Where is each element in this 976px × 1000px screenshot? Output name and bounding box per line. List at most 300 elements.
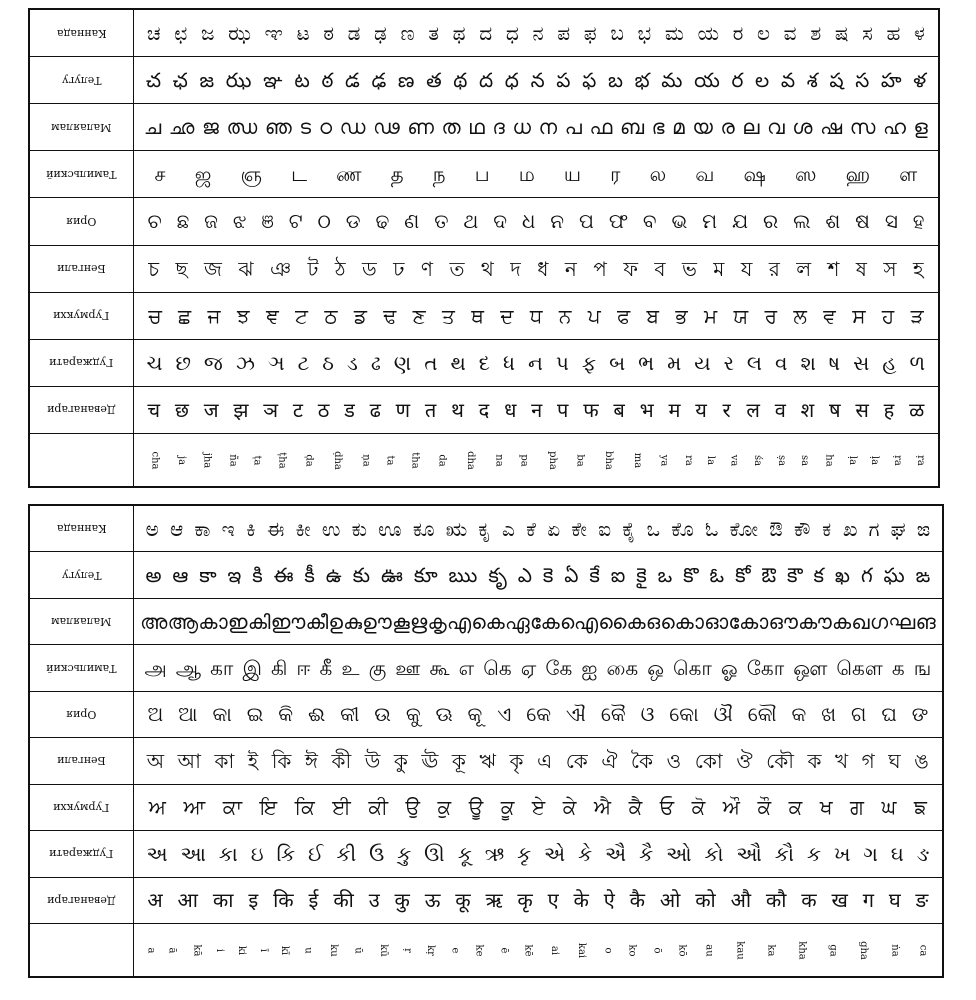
- glyph-cell: ର: [763, 209, 779, 234]
- glyph-cell: ত: [449, 256, 465, 281]
- script-label-text: Ория: [66, 214, 97, 228]
- glyph-cell: ળ: [909, 350, 926, 375]
- glyph-cell: ಕೇ: [571, 516, 587, 541]
- glyph-cell: ਨ: [558, 303, 572, 328]
- row-cells: [134, 738, 942, 783]
- glyph-cell: વ: [775, 350, 788, 375]
- glyph-cell: କୀ: [340, 702, 360, 727]
- glyph-cell: ఈ: [273, 563, 294, 588]
- transliteration-cell: sa: [799, 454, 811, 466]
- glyph-cell: ଟ: [288, 209, 303, 234]
- glyph-cell: థ: [453, 68, 468, 93]
- glyph-cell: ആ: [167, 609, 199, 634]
- glyph-cell: ಕೋ: [729, 516, 758, 541]
- glyph-cell: ಹ: [886, 21, 901, 46]
- glyph-cell: കേ: [529, 609, 560, 634]
- glyph-cell: കോ: [728, 609, 769, 634]
- glyph-cell: ల: [754, 68, 770, 93]
- glyph-cell: ঞ: [269, 256, 292, 281]
- glyph-cell: ಕಿ: [246, 516, 256, 541]
- glyph-cell: ઋ: [484, 841, 505, 866]
- glyph-cell: ਗ: [850, 795, 864, 820]
- glyph-cell: ঢ: [393, 256, 405, 281]
- script-row: [30, 10, 938, 57]
- glyph-cell: ਓ: [659, 795, 675, 820]
- transliteration-cell: va: [728, 454, 740, 466]
- transliteration-cell: e: [449, 947, 461, 953]
- glyph-cell: ଷ: [855, 209, 870, 234]
- glyph-cell: থ: [480, 256, 494, 281]
- glyph-cell: కె: [542, 563, 554, 588]
- glyph-cell: യ: [692, 115, 713, 140]
- glyph-cell: அ: [144, 656, 167, 681]
- transliteration-cell: ē: [498, 947, 510, 953]
- glyph-cell: ड: [344, 397, 355, 422]
- glyph-cell: ಋ: [445, 516, 468, 541]
- glyph-cell: ஐ: [581, 656, 598, 681]
- glyph-cell: କୁ: [405, 702, 421, 727]
- glyph-cell: ஓ: [720, 656, 738, 681]
- glyph-cell: સ: [853, 350, 870, 375]
- glyph-cell: ଘ: [881, 702, 897, 727]
- transliteration-cell: a: [145, 947, 157, 953]
- glyph-cell: ట: [294, 68, 310, 93]
- glyph-cell: ಊ: [378, 516, 402, 541]
- glyph-cell: ગ: [863, 841, 878, 866]
- glyph-cell: ಐ: [598, 516, 612, 541]
- glyph-cell: கு: [368, 656, 387, 681]
- glyph-cell: ਯ: [733, 303, 749, 328]
- glyph-cell: ન: [527, 350, 543, 375]
- glyph-cell: કૌ: [774, 841, 795, 866]
- glyph-cell: భ: [634, 68, 650, 93]
- script-label-text: Бенгали: [57, 262, 106, 276]
- glyph-cell: ഇ: [227, 609, 248, 634]
- glyph-cell: ஏ: [520, 656, 537, 681]
- glyph-cell: ఆ: [172, 563, 189, 588]
- glyph-cell: এ: [536, 748, 553, 773]
- glyph-cell: আ: [177, 748, 201, 773]
- glyph-cell: ഊ: [362, 609, 392, 634]
- glyph-cell: ఊ: [380, 563, 403, 588]
- transliteration-cell: ka: [765, 943, 777, 957]
- glyph-cell: କୋ: [669, 702, 699, 727]
- script-label-text: Телугу: [61, 73, 102, 87]
- glyph-cell: ঠ: [334, 256, 346, 281]
- transliteration-cell: ḷa: [847, 455, 859, 465]
- glyph-cell: ട: [299, 115, 312, 140]
- glyph-cell: ಅ: [145, 516, 159, 541]
- script-row: [30, 738, 942, 784]
- script-row: [30, 506, 942, 552]
- glyph-cell: ந: [432, 162, 446, 187]
- script-label-text: Деванагари: [47, 403, 116, 417]
- transliteration-cell: ṛ: [401, 947, 413, 953]
- glyph-cell: ઙ: [916, 841, 930, 866]
- script-label: [30, 246, 134, 292]
- transliteration-cell: ī: [257, 948, 269, 952]
- glyph-cell: ই: [247, 748, 259, 773]
- glyph-cell: श: [800, 397, 815, 422]
- glyph-cell: କୈ: [600, 702, 626, 727]
- transliteration-cell: kē: [522, 944, 534, 956]
- glyph-cell: খ: [835, 748, 849, 773]
- row-cells: [134, 506, 942, 551]
- glyph-cell: ਙ: [913, 795, 927, 820]
- glyph-cell: চ: [148, 256, 160, 281]
- script-row: [30, 57, 938, 104]
- glyph-cell: উ: [364, 748, 381, 773]
- glyph-cell: కి: [252, 563, 263, 588]
- glyph-cell: ਸ: [852, 303, 866, 328]
- glyph-cell: ଝ: [232, 209, 247, 234]
- glyph-cell: ಧ: [505, 21, 519, 46]
- transliteration-cell: ki: [236, 945, 248, 955]
- glyph-cell: கெ: [483, 656, 512, 681]
- glyph-cell: कै: [629, 888, 646, 913]
- glyph-cell: ఞ: [263, 68, 283, 93]
- script-row: [30, 198, 938, 245]
- glyph-cell: ഈ: [270, 609, 306, 634]
- glyph-cell: म: [668, 397, 681, 422]
- transliteration-cell: ṛa: [914, 454, 926, 466]
- glyph-cell: వ: [780, 68, 796, 93]
- glyph-cell: कृ: [517, 888, 533, 913]
- glyph-cell: கூ: [429, 656, 450, 681]
- script-label: [30, 878, 134, 923]
- glyph-cell: कौ: [765, 888, 787, 913]
- glyph-cell: ಔ: [769, 516, 783, 541]
- glyph-cell: ତ: [434, 209, 449, 234]
- glyph-cell: ভ: [681, 256, 697, 281]
- glyph-cell: ಯ: [697, 21, 720, 46]
- glyph-cell: ఉ: [325, 563, 342, 588]
- script-label-text: Каннада: [56, 522, 107, 536]
- glyph-cell: ଧ: [521, 209, 536, 234]
- glyph-cell: ଣ: [404, 209, 420, 234]
- glyph-cell: ਬ: [646, 303, 659, 328]
- glyph-cell: ફ: [581, 350, 597, 375]
- glyph-cell: ಕೀ: [295, 516, 311, 541]
- glyph-cell: கா: [210, 656, 234, 681]
- glyph-cell: కా: [199, 563, 217, 588]
- glyph-cell: ഘ: [888, 609, 916, 634]
- glyph-cell: ठ: [317, 397, 330, 422]
- glyph-cell: ढ: [369, 397, 381, 422]
- glyph-cell: கி: [270, 656, 288, 681]
- transliteration-cell: ca: [916, 944, 928, 956]
- glyph-cell: అ: [145, 563, 162, 588]
- glyph-cell: க: [891, 656, 905, 681]
- glyph-cell: ଢ: [375, 209, 390, 234]
- transliteration-cell: au: [703, 943, 715, 957]
- transliteration-cell: la: [705, 455, 717, 465]
- glyph-cell: ল: [796, 256, 812, 281]
- glyph-cell: ಙ: [916, 516, 931, 541]
- glyph-cell: ಚ: [146, 21, 161, 46]
- row-cells: [134, 552, 942, 597]
- glyph-cell: ಥ: [452, 21, 466, 46]
- glyph-cell: প: [593, 256, 607, 281]
- glyph-cell: ഢ: [373, 115, 400, 140]
- glyph-cell: ಒ: [646, 516, 661, 541]
- glyph-cell: ఏ: [564, 563, 579, 588]
- glyph-cell: ਡ: [353, 303, 367, 328]
- script-label-text: Ория: [66, 707, 97, 721]
- glyph-cell: സ: [849, 115, 876, 140]
- glyph-cell: क: [801, 888, 817, 913]
- glyph-cell: എ: [446, 609, 472, 634]
- glyph-cell: य: [695, 397, 707, 422]
- glyph-cell: న: [530, 68, 545, 93]
- glyph-cell: ಕ: [822, 516, 832, 541]
- row-cells: [134, 246, 938, 292]
- glyph-cell: ങ: [915, 609, 936, 634]
- glyph-cell: କୂ: [467, 702, 483, 727]
- script-row: [30, 692, 942, 738]
- glyph-cell: হ: [913, 256, 924, 281]
- glyph-cell: ଶ: [825, 209, 841, 234]
- glyph-cell: ਥ: [471, 303, 484, 328]
- glyph-cell: ઓ: [666, 841, 692, 866]
- glyph-cell: को: [695, 888, 716, 913]
- glyph-cell: ಝ: [228, 21, 251, 46]
- transliteration-row: [30, 434, 938, 486]
- glyph-cell: ੜ: [910, 303, 924, 328]
- glyph-cell: ह: [883, 397, 895, 422]
- glyph-cell: ఖ: [834, 563, 851, 588]
- glyph-cell: કે: [578, 841, 593, 866]
- glyph-cell: ਮ: [704, 303, 718, 328]
- glyph-cell: द: [478, 397, 490, 422]
- transliteration-cell: ga: [827, 943, 839, 957]
- script-label-text: Бенгали: [57, 754, 106, 768]
- glyph-cell: ಪ: [557, 21, 571, 46]
- row-cells: [134, 599, 942, 644]
- glyph-cell: কি: [271, 748, 292, 773]
- glyph-cell: ಶ: [810, 21, 822, 46]
- glyph-cell: কু: [393, 748, 408, 773]
- transliteration-cell: ṛa: [891, 454, 903, 466]
- glyph-cell: ਅ: [148, 795, 166, 820]
- glyph-cell: ಕೌ: [793, 516, 811, 541]
- glyph-cell: കി: [247, 609, 271, 634]
- glyph-cell: મ: [667, 350, 682, 375]
- glyph-cell: కే: [589, 563, 600, 588]
- glyph-cell: ઞ: [267, 350, 285, 375]
- glyph-cell: ও: [666, 748, 682, 773]
- glyph-cell: ഏ: [505, 609, 530, 634]
- transliteration-cell: ra: [682, 454, 694, 466]
- transliteration-cell: ja: [175, 455, 187, 465]
- glyph-cell: ব: [654, 256, 666, 281]
- script-label: [30, 785, 134, 830]
- glyph-cell: ര: [720, 115, 735, 140]
- glyph-cell: ଡ: [345, 209, 361, 234]
- glyph-cell: ప: [556, 68, 571, 93]
- glyph-cell: ई: [308, 888, 319, 913]
- glyph-cell: ଞ: [261, 209, 274, 234]
- glyph-cell: ষ: [855, 256, 867, 281]
- glyph-cell: ઉ: [369, 841, 385, 866]
- glyph-cell: ங: [913, 656, 932, 681]
- glyph-cell: ಓ: [705, 516, 719, 541]
- glyph-cell: ఎ: [517, 563, 532, 588]
- glyph-cell: ഝ: [226, 115, 258, 140]
- glyph-cell: अ: [147, 888, 163, 913]
- glyph-cell: ళ: [913, 68, 927, 93]
- glyph-cell: ബ: [619, 115, 644, 140]
- glyph-cell: কৌ: [766, 748, 794, 773]
- glyph-cell: കൊ: [660, 609, 704, 634]
- glyph-cell: ਘ: [881, 795, 897, 820]
- row-cells: [134, 10, 938, 56]
- glyph-cell: গ: [861, 748, 875, 773]
- glyph-cell: ઇ: [250, 841, 264, 866]
- glyph-cell: ம: [518, 162, 535, 187]
- glyph-cell: డ: [344, 68, 360, 93]
- glyph-cell: व: [774, 397, 786, 422]
- glyph-cell: ଭ: [671, 209, 688, 234]
- glyph-cell: ഫ: [589, 115, 613, 140]
- glyph-cell: फ: [583, 397, 599, 422]
- script-label-text: Малаялам: [51, 615, 112, 629]
- glyph-cell: ઐ: [605, 841, 627, 866]
- glyph-cell: ക: [832, 609, 852, 634]
- glyph-cell: घ: [888, 888, 901, 913]
- glyph-cell: ਕ: [788, 795, 803, 820]
- transliteration-cell: o: [602, 946, 614, 954]
- transliteration-cell: ā: [166, 947, 178, 953]
- glyph-cell: ஞ: [240, 162, 262, 187]
- glyph-cell: ય: [694, 350, 711, 375]
- transliteration-cell: pha: [546, 450, 558, 470]
- glyph-cell: കാ: [198, 609, 228, 634]
- glyph-cell: ঔ: [736, 748, 753, 773]
- glyph-cell: ଉ: [374, 702, 391, 727]
- script-label: [30, 552, 134, 597]
- glyph-cell: ଗ: [851, 702, 867, 727]
- glyph-cell: ಡ: [347, 21, 361, 46]
- glyph-cell: ಬ: [610, 21, 624, 46]
- glyph-cell: च: [147, 397, 161, 422]
- script-label-text: Тамильский: [46, 661, 117, 675]
- glyph-cell: ள: [899, 162, 918, 187]
- vowel-table: [28, 504, 944, 978]
- consonant-table: [28, 8, 940, 488]
- row-cells: [134, 785, 942, 830]
- glyph-cell: ഡ: [339, 115, 366, 140]
- glyph-cell: ಎ: [502, 516, 515, 541]
- glyph-cell: ଆ: [178, 702, 198, 727]
- glyph-cell: ఔ: [761, 563, 777, 588]
- glyph-cell: ਵ: [823, 303, 836, 328]
- transliteration-cell: ña: [227, 453, 239, 467]
- glyph-cell: ఝ: [225, 68, 252, 93]
- script-label: [30, 599, 134, 644]
- glyph-cell: કા: [218, 841, 238, 866]
- glyph-cell: కై: [636, 563, 647, 588]
- glyph-cell: கை: [606, 656, 639, 681]
- transliteration-cell: ba: [574, 453, 586, 467]
- row-cells: [134, 434, 938, 486]
- script-row: [30, 831, 942, 877]
- glyph-cell: ನ: [532, 21, 544, 46]
- glyph-cell: ঘ: [888, 748, 901, 773]
- glyph-cell: ਕੋ: [691, 795, 706, 820]
- glyph-cell: ਉ: [405, 795, 421, 820]
- glyph-cell: ਝ: [236, 303, 250, 328]
- glyph-cell: ङ: [915, 888, 929, 913]
- transliteration-cell: śa: [752, 454, 763, 466]
- script-label: [30, 57, 134, 103]
- transliteration-cell: da: [436, 453, 448, 467]
- glyph-cell: ડ: [346, 350, 358, 375]
- glyph-cell: ਕੌ: [757, 795, 772, 820]
- glyph-cell: କେ: [526, 702, 551, 727]
- glyph-cell: प: [557, 397, 569, 422]
- glyph-cell: ਦ: [500, 303, 514, 328]
- glyph-cell: છ: [175, 350, 191, 375]
- glyph-cell: କି: [278, 702, 294, 727]
- script-row: [30, 645, 942, 691]
- glyph-cell: ਕੂ: [500, 795, 515, 820]
- glyph-cell: ਕਾ: [222, 795, 243, 820]
- glyph-cell: ਇ: [259, 795, 278, 820]
- glyph-cell: ణ: [397, 68, 415, 93]
- glyph-cell: ਲ: [793, 303, 807, 328]
- glyph-cell: ਕਿ: [294, 795, 315, 820]
- glyph-cell: ഐ: [560, 609, 599, 634]
- transliteration-cell: kau: [734, 940, 746, 960]
- glyph-cell: ण: [395, 397, 411, 422]
- glyph-cell: ઢ: [370, 350, 381, 375]
- glyph-cell: ഒ: [645, 609, 661, 634]
- glyph-cell: କ: [791, 702, 807, 727]
- glyph-cell: ಜ: [200, 21, 215, 46]
- glyph-cell: ய: [563, 162, 582, 187]
- glyph-cell: ક: [806, 841, 822, 866]
- glyph-cell: ഞ: [264, 115, 292, 140]
- glyph-cell: ऊ: [424, 888, 441, 913]
- transliteration-cell: kṛ: [425, 944, 437, 956]
- transliteration-cell: tha: [409, 451, 421, 469]
- glyph-cell: ಮ: [664, 21, 684, 46]
- script-row: [30, 151, 938, 198]
- glyph-cell: ਭ: [675, 303, 688, 328]
- glyph-cell: ர: [610, 162, 621, 187]
- glyph-cell: ஸ: [794, 162, 817, 187]
- glyph-cell: ஒ: [647, 656, 664, 681]
- glyph-cell: ਐ: [593, 795, 612, 820]
- glyph-cell: മ: [672, 115, 685, 140]
- glyph-cell: इ: [248, 888, 259, 913]
- glyph-cell: કુ: [397, 841, 412, 866]
- glyph-cell: మ: [661, 68, 683, 93]
- glyph-cell: જ: [203, 350, 223, 375]
- glyph-cell: কো: [694, 748, 723, 773]
- glyph-cell: കു: [343, 609, 362, 634]
- glyph-cell: ರ: [732, 21, 744, 46]
- glyph-cell: भ: [639, 397, 654, 422]
- glyph-cell: బ: [608, 68, 623, 93]
- glyph-cell: ഓ: [704, 609, 729, 634]
- row-cells: [134, 151, 938, 197]
- glyph-cell: ঙ: [914, 748, 929, 773]
- script-label: [30, 387, 134, 433]
- glyph-cell: ષ: [828, 350, 841, 375]
- glyph-cell: ಕೊ: [671, 516, 694, 541]
